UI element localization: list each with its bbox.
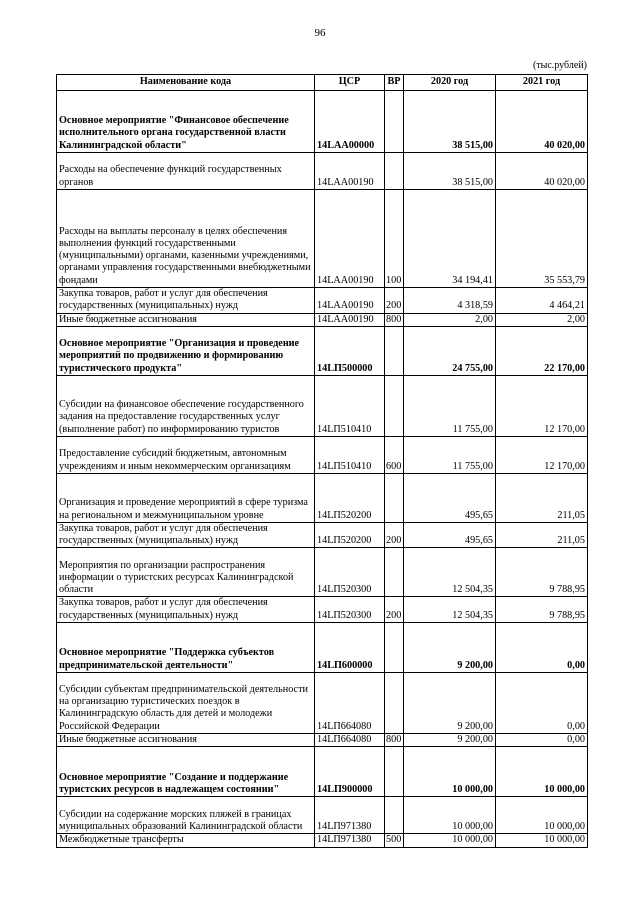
row-name-cell: Межбюджетные трансферты xyxy=(57,834,315,847)
row-name-cell: Закупка товаров, работ и услуг для обеспечения государственных (муниципальных) нужд xyxy=(57,597,315,623)
row-csr-cell: 14LAA00190 xyxy=(315,313,385,326)
row-name-cell: Основное мероприятие "Организация и проведение мероприятий по продвижению и формированию туристического продукта" xyxy=(57,326,315,375)
table-row xyxy=(57,473,588,522)
table-row xyxy=(57,673,588,734)
row-2021-cell: 211,05 xyxy=(496,473,588,522)
row-vr-cell: 100 xyxy=(385,190,404,288)
row-name-cell: Основное мероприятие "Создание и поддержание туристских ресурсов в надлежащем состоянии" xyxy=(57,747,315,797)
row-vr-cell xyxy=(385,375,404,436)
row-csr-cell: 14LП520300 xyxy=(315,597,385,623)
table-row xyxy=(57,623,588,673)
row-2020-cell: 10 000,00 xyxy=(404,747,496,797)
table-row xyxy=(57,91,588,153)
row-name-cell: Предоставление субсидий бюджетным, автономным учреждениям и иным некоммерческим организациям xyxy=(57,436,315,473)
row-csr-cell: 14LП500000 xyxy=(315,326,385,375)
row-2021-cell: 0,00 xyxy=(496,623,588,673)
row-2021-cell: 40 020,00 xyxy=(496,91,588,153)
row-2020-cell: 9 200,00 xyxy=(404,673,496,734)
table-row xyxy=(57,153,588,190)
row-2020-cell: 24 755,00 xyxy=(404,326,496,375)
row-2020-cell: 4 318,59 xyxy=(404,288,496,314)
row-csr-cell: 14LП971380 xyxy=(315,834,385,847)
row-2021-cell: 40 020,00 xyxy=(496,153,588,190)
row-2021-cell: 0,00 xyxy=(496,673,588,734)
row-name-cell: Иные бюджетные ассигнования xyxy=(57,313,315,326)
row-2021-cell: 9 788,95 xyxy=(496,597,588,623)
row-2020-cell: 34 194,41 xyxy=(404,190,496,288)
row-name-cell: Расходы на выплаты персоналу в целях обеспечения выполнения функций государственными (муниципальными) органами, казенными учреждениями, органами управления государственными внебюджетными фондами xyxy=(57,190,315,288)
table-row xyxy=(57,436,588,473)
row-vr-cell: 200 xyxy=(385,288,404,314)
row-csr-cell: 14LП600000 xyxy=(315,623,385,673)
row-name-cell: Мероприятия по организации распространения информации о туристских ресурсах Калининградской области xyxy=(57,548,315,597)
table-row xyxy=(57,190,588,288)
row-csr-cell: 14LП900000 xyxy=(315,747,385,797)
row-vr-cell xyxy=(385,326,404,375)
row-name-cell: Субсидии на содержание морских пляжей в границах муниципальных образований Калининградской области xyxy=(57,797,315,834)
row-2021-cell: 211,05 xyxy=(496,522,588,548)
row-name-cell: Субсидии на финансовое обеспечение государственного задания на предоставление государственных услуг (выполнение работ) по информированию туристов xyxy=(57,375,315,436)
row-name-cell: Иные бюджетные ассигнования xyxy=(57,734,315,747)
row-2020-cell: 9 200,00 xyxy=(404,623,496,673)
row-2021-cell: 22 170,00 xyxy=(496,326,588,375)
table-header-row xyxy=(57,75,588,91)
row-2020-cell: 2,00 xyxy=(404,313,496,326)
row-2021-cell: 10 000,00 xyxy=(496,747,588,797)
row-csr-cell: 14LП520200 xyxy=(315,522,385,548)
header-2020: 2020 год xyxy=(404,75,496,91)
row-vr-cell xyxy=(385,673,404,734)
row-csr-cell: 14LП664080 xyxy=(315,673,385,734)
table-body xyxy=(57,91,588,848)
row-2020-cell: 11 755,00 xyxy=(404,436,496,473)
row-vr-cell: 500 xyxy=(385,834,404,847)
units-label: (тыс.рублей) xyxy=(532,60,587,71)
table-row xyxy=(57,597,588,623)
row-2020-cell: 495,65 xyxy=(404,473,496,522)
table-row xyxy=(57,288,588,314)
row-name-cell: Расходы на обеспечение функций государственных органов xyxy=(57,153,315,190)
row-vr-cell xyxy=(385,747,404,797)
row-name-cell: Основное мероприятие "Финансовое обеспечение исполнительного органа государственной власти Калининградской области" xyxy=(57,91,315,153)
row-2021-cell: 10 000,00 xyxy=(496,797,588,834)
row-name-cell: Закупка товаров, работ и услуг для обеспечения государственных (муниципальных) нужд xyxy=(57,288,315,314)
row-2020-cell: 38 515,00 xyxy=(404,91,496,153)
row-name-cell: Основное мероприятие "Поддержка субъектов предпринимательской деятельности" xyxy=(57,623,315,673)
row-2020-cell: 10 000,00 xyxy=(404,797,496,834)
header-csr: ЦСР xyxy=(315,75,385,91)
header-name: Наименование кода xyxy=(57,75,315,91)
header-vr: ВР xyxy=(385,75,404,91)
row-2020-cell: 12 504,35 xyxy=(404,597,496,623)
row-vr-cell: 600 xyxy=(385,436,404,473)
row-2021-cell: 12 170,00 xyxy=(496,436,588,473)
row-2021-cell: 4 464,21 xyxy=(496,288,588,314)
table-row xyxy=(57,797,588,834)
row-name-cell: Закупка товаров, работ и услуг для обеспечения государственных (муниципальных) нужд xyxy=(57,522,315,548)
row-csr-cell: 14LAA00000 xyxy=(315,91,385,153)
row-vr-cell xyxy=(385,548,404,597)
row-csr-cell: 14LП510410 xyxy=(315,436,385,473)
row-2020-cell: 11 755,00 xyxy=(404,375,496,436)
row-csr-cell: 14LП520200 xyxy=(315,473,385,522)
row-vr-cell: 200 xyxy=(385,522,404,548)
row-csr-cell: 14LП971380 xyxy=(315,797,385,834)
table-row xyxy=(57,548,588,597)
row-2021-cell: 35 553,79 xyxy=(496,190,588,288)
table-row xyxy=(57,313,588,326)
row-csr-cell: 14LП510410 xyxy=(315,375,385,436)
row-vr-cell xyxy=(385,797,404,834)
row-vr-cell xyxy=(385,473,404,522)
row-csr-cell: 14LП520300 xyxy=(315,548,385,597)
row-2020-cell: 10 000,00 xyxy=(404,834,496,847)
row-2020-cell: 495,65 xyxy=(404,522,496,548)
row-name-cell: Организация и проведение мероприятий в сфере туризма на региональном и межмуниципальном уровне xyxy=(57,473,315,522)
row-2020-cell: 9 200,00 xyxy=(404,734,496,747)
row-name-cell: Субсидии субъектам предпринимательской деятельности на организацию туристических поездок в Калининградскую область для детей и молодежи Российской Федерации xyxy=(57,673,315,734)
table-row xyxy=(57,375,588,436)
page-number: 96 xyxy=(314,27,326,39)
row-2020-cell: 12 504,35 xyxy=(404,548,496,597)
row-vr-cell xyxy=(385,623,404,673)
budget-table xyxy=(56,74,588,848)
row-csr-cell: 14LП664080 xyxy=(315,734,385,747)
row-vr-cell xyxy=(385,153,404,190)
table-row xyxy=(57,834,588,847)
table-row xyxy=(57,734,588,747)
row-vr-cell xyxy=(385,91,404,153)
row-vr-cell: 200 xyxy=(385,597,404,623)
table-row xyxy=(57,747,588,797)
row-2021-cell: 9 788,95 xyxy=(496,548,588,597)
row-csr-cell: 14LAA00190 xyxy=(315,153,385,190)
row-2021-cell: 10 000,00 xyxy=(496,834,588,847)
row-csr-cell: 14LAA00190 xyxy=(315,288,385,314)
table-row xyxy=(57,522,588,548)
row-vr-cell: 800 xyxy=(385,313,404,326)
row-2021-cell: 12 170,00 xyxy=(496,375,588,436)
table-row xyxy=(57,326,588,375)
row-2021-cell: 0,00 xyxy=(496,734,588,747)
row-2020-cell: 38 515,00 xyxy=(404,153,496,190)
row-2021-cell: 2,00 xyxy=(496,313,588,326)
row-vr-cell: 800 xyxy=(385,734,404,747)
header-2021: 2021 год xyxy=(496,75,588,91)
row-csr-cell: 14LAA00190 xyxy=(315,190,385,288)
